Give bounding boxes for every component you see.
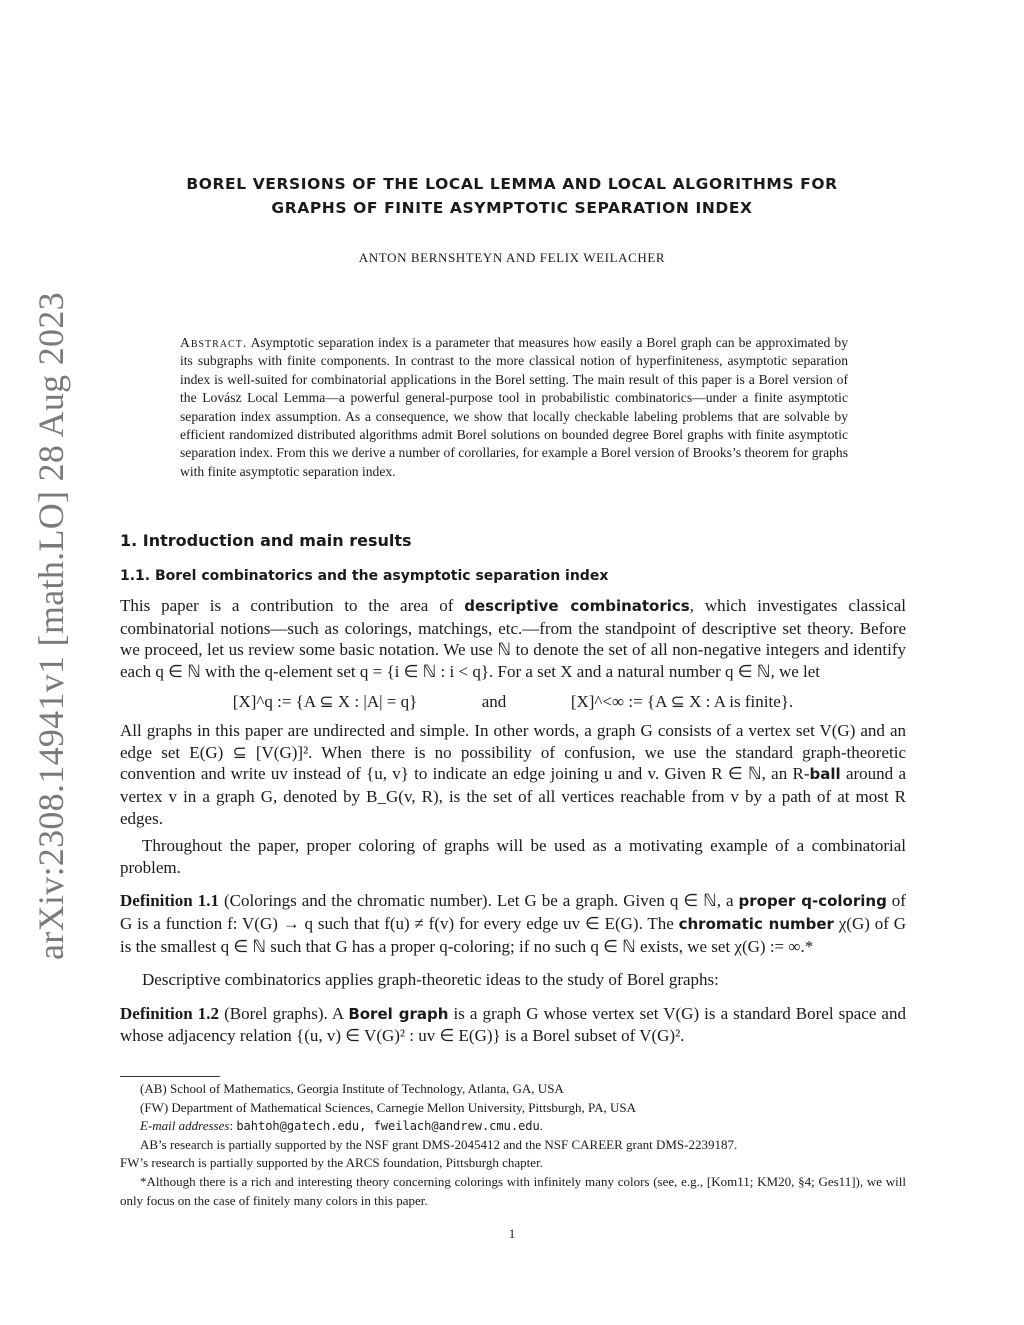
equation-and: and [481, 691, 507, 711]
paragraph-coloring: Throughout the paper, proper coloring of graphs will be used as a motivating example of a combinatorial problem. [120, 836, 906, 877]
email-addresses[interactable]: bahtoh@gatech.edu, fweilach@andrew.cmu.edu [236, 1119, 540, 1134]
funding-fw: FW’s research is partially supported by the ARCS foundation, Pittsburgh chapter. [120, 1155, 543, 1171]
definition-1-1 [120, 890, 906, 957]
term-ball: ball [809, 765, 841, 784]
footnote-star: *Although there is a rich and interesting theory concerning colorings with infinitely many colors (see, e.g., [Kom11; KM20, §4; Ges11]), we will only focus on the case of finitely many colors in this paper. [120, 1173, 906, 1208]
authors: ANTON BERNSHTEYN AND FELIX WEILACHER [358, 250, 666, 265]
abstract-text: Asymptotic separation index is a parameter that measures how easily a Borel graph can be approximated by its subgraphs with finite components. In contrast to the more classical notion of hyperfiniteness, asymptotic separation index is well-suited for combinatorial applications in the Borel setting. The main result of this paper is a Borel version of the Lovász Local Lemma—a powerful general-purpose tool in probabilistic combinatorics—under a finite asymptotic separation index assumption. As a consequence, we show that locally checkable labeling problems that are solvable by efficient randomized distributed algorithms admit Borel solutions on bounded degree Borel graphs with finite asymptotic separation index. From this we derive a number of corollaries, for example a Borel version of Brooks’s theorem for graphs with finite asymptotic separation index. [180, 335, 848, 479]
affiliation-fw: (FW) Department of Mathematical Sciences, Carnegie Mellon University, Pittsburgh, PA, USA [140, 1099, 636, 1115]
footnote-divider [120, 1076, 220, 1077]
page-number: 1 [508, 1226, 516, 1241]
definition-heading: Definition 1.1 [120, 891, 219, 911]
text-run: This paper is a contribution to the area of [120, 596, 465, 616]
equation-left: [X]^q := {A ⊆ X : |A| = q} [232, 691, 418, 711]
text-run: χ(G) of G is the smallest q ∈ ℕ such that G has a proper q-coloring; if no such q ∈ ℕ exists, we set χ(G) := ∞.* [120, 913, 907, 956]
title-line-1: BOREL VERSIONS OF THE LOCAL LEMMA AND LOCAL ALGORITHMS FOR [186, 175, 838, 193]
paper-title [140, 172, 884, 220]
term-descriptive-combinatorics: descriptive combinatorics [464, 597, 690, 616]
display-equation [120, 691, 906, 713]
email-line: E-mail addresses: bahtoh@gatech.edu, fweilach@andrew.cmu.edu. [140, 1118, 543, 1134]
definition-heading: Definition 1.2 [120, 1003, 220, 1023]
subsection-heading: 1.1. Borel combinatorics and the asymptotic separation index [120, 567, 609, 584]
abstract-label: Abstract. [180, 335, 248, 350]
funding-ab: AB’s research is partially supported by the NSF grant DMS-2045412 and the NSF CAREER grant DMS-2239187. [140, 1136, 738, 1152]
term-borel-graph: Borel graph [348, 1004, 449, 1023]
definition-1-2 [120, 1003, 906, 1047]
text-run: around a vertex v in a graph G, denoted by B_G(v, R), is the set of all vertices reachable from v by a path of at most R edges. [120, 764, 906, 828]
text-run: is a graph G whose vertex set V(G) is a standard Borel space and whose adjacency relation {(u, v) ∈ V(G)² : uv ∈ E(G)} is a Borel subset of V(G)². [120, 1003, 906, 1046]
abstract [180, 334, 848, 481]
section-heading: 1. Introduction and main results [120, 531, 412, 550]
arxiv-identifier: arXiv:2308.14941v1 [math.LO] 28 Aug 2023 [31, 292, 71, 960]
term-chromatic-number: chromatic number [678, 914, 834, 933]
affiliation-ab: (AB) School of Mathematics, Georgia Institute of Technology, Atlanta, GA, USA [140, 1081, 564, 1096]
text-run: of G is a function f: V(G) → q such that f(u) ≠ f(v) for every edge uv ∈ E(G). The [120, 891, 906, 933]
paragraph-descriptive: Descriptive combinatorics applies graph-theoretic ideas to the study of Borel graphs: [142, 970, 719, 990]
equation-right: [X]^<∞ := {A ⊆ X : A is finite}. [570, 691, 794, 711]
footnotes [120, 1080, 906, 1210]
text-run: (Colorings and the chromatic number). Let G be a graph. Given q ∈ ℕ, a [218, 891, 739, 911]
text-run: (Borel graphs). A [219, 1003, 349, 1023]
email-label: E-mail addresses [140, 1118, 230, 1134]
text-run: , which investigates classical combinatorial notions—such as colorings, matchings, etc.—from the standpoint of descriptive set theory. Before we proceed, let us review some basic notation. We use ℕ to denote the set of all non-negative integers and identify each q ∈ ℕ with the q-element set q = {i ∈ ℕ : i < q}. For a set X and a natural number q ∈ ℕ, we let [120, 596, 906, 681]
paragraph-graphs [120, 720, 906, 829]
title-line-2: GRAPHS OF FINITE ASYMPTOTIC SEPARATION INDEX [271, 199, 753, 217]
text-run: All graphs in this paper are undirected and simple. In other words, a graph G consists of a vertex set V(G) and an edge set E(G) ⊆ [V(G)]². When there is no possibility of confusion, we use the standard graph-theoretic convention and write uv instead of {u, v} to indicate an edge joining u and v. Given R ∈ ℕ, an R- [120, 721, 906, 784]
main-content [120, 530, 906, 1047]
paragraph-intro [120, 595, 906, 682]
term-proper-coloring: proper q-coloring [738, 892, 887, 911]
